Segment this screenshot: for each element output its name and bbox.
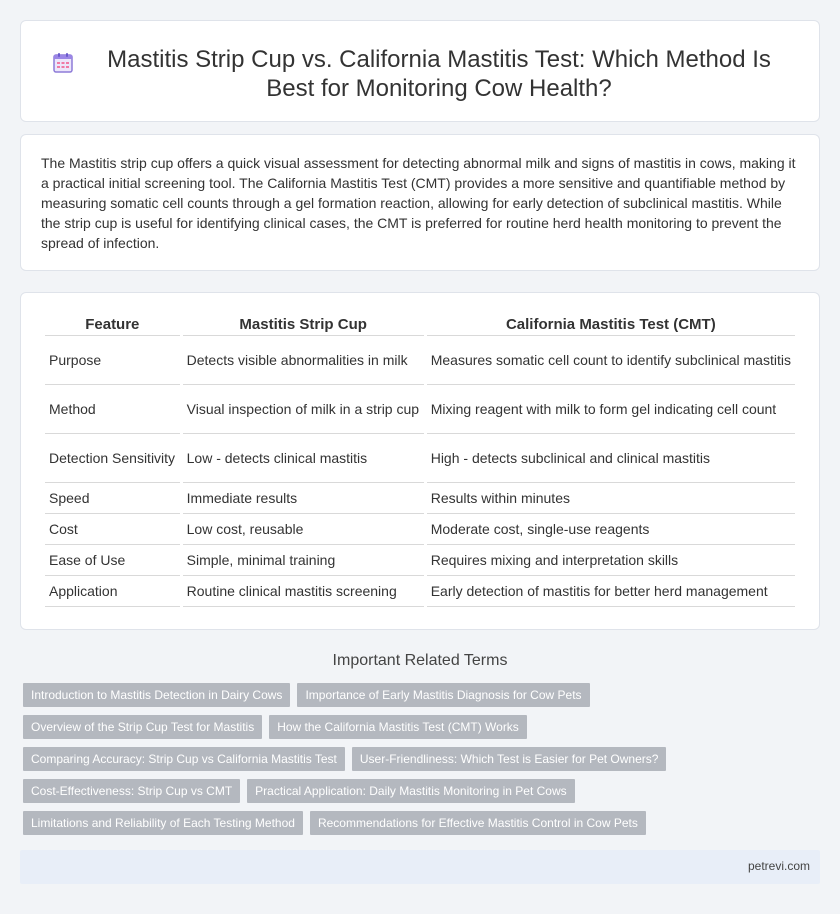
row-feature: Method [45, 385, 180, 434]
comparison-table-card [20, 292, 820, 630]
row-cmt: Early detection of mastitis for better herd management [427, 576, 795, 607]
related-term-tag[interactable]: Cost-Effectiveness: Strip Cup vs CMT [23, 779, 240, 803]
related-term-tag[interactable]: Limitations and Reliability of Each Testing Method [23, 811, 303, 835]
page-title: Mastitis Strip Cup vs. California Mastitis Test: Which Method Is Best for Monitoring Cow Health? [107, 46, 771, 102]
tag-row [23, 683, 823, 707]
row-feature: Application [45, 576, 180, 607]
row-strip-cup: Low cost, reusable [183, 514, 424, 545]
tag-row [23, 747, 823, 771]
table-row [45, 336, 795, 385]
summary-text: The Mastitis strip cup offers a quick visual assessment for detecting abnormal milk and signs of mastitis in cows, making it a practical initial screening tool. The California Mastitis Test (CMT) provides a more sensitive and quantifiable method by measuring somatic cell counts through a gel formation reaction, allowing for early detection of subclinical mastitis. While the strip cup is useful for identifying clinical cases, the CMT is preferred for routine herd health monitoring to prevent the spread of infection. [41, 155, 796, 251]
row-strip-cup: Visual inspection of milk in a strip cup [183, 385, 424, 434]
header-cmt: California Mastitis Test (CMT) [427, 313, 795, 336]
related-terms-heading: Important Related Terms [332, 652, 508, 669]
row-cmt: Mixing reagent with milk to form gel indicating cell count [427, 385, 795, 434]
tag-row [23, 715, 823, 739]
row-strip-cup: Low - detects clinical mastitis [183, 434, 424, 483]
footer [20, 850, 820, 884]
title-card [20, 20, 820, 122]
row-feature: Cost [45, 514, 180, 545]
row-cmt: Requires mixing and interpretation skills [427, 545, 795, 576]
related-term-tag[interactable]: How the California Mastitis Test (CMT) Works [269, 715, 527, 739]
row-cmt: Results within minutes [427, 483, 795, 514]
tag-row [23, 779, 823, 803]
table-row [45, 576, 795, 607]
table-row [45, 483, 795, 514]
row-strip-cup: Detects visible abnormalities in milk [183, 336, 424, 385]
related-term-tag[interactable]: Importance of Early Mastitis Diagnosis for Cow Pets [297, 683, 589, 707]
table-row [45, 514, 795, 545]
row-feature: Detection Sensitivity [45, 434, 180, 483]
row-strip-cup: Simple, minimal training [183, 545, 424, 576]
row-cmt: Moderate cost, single-use reagents [427, 514, 795, 545]
calendar-icon [51, 51, 75, 75]
comparison-table [42, 313, 798, 607]
table-row [45, 545, 795, 576]
table-row [45, 385, 795, 434]
related-term-tag[interactable]: Overview of the Strip Cup Test for Mastitis [23, 715, 262, 739]
related-term-tag[interactable]: Comparing Accuracy: Strip Cup vs California Mastitis Test [23, 747, 345, 771]
related-term-tag[interactable]: Recommendations for Effective Mastitis Control in Cow Pets [310, 811, 646, 835]
tag-row [23, 811, 823, 835]
row-cmt: Measures somatic cell count to identify subclinical mastitis [427, 336, 795, 385]
summary-card [20, 134, 820, 271]
row-strip-cup: Immediate results [183, 483, 424, 514]
row-feature: Speed [45, 483, 180, 514]
related-term-tag[interactable]: Practical Application: Daily Mastitis Monitoring in Pet Cows [247, 779, 574, 803]
row-feature: Ease of Use [45, 545, 180, 576]
footer-site-link[interactable]: petrevi.com [747, 859, 810, 873]
related-term-tag[interactable]: Introduction to Mastitis Detection in Dairy Cows [23, 683, 290, 707]
table-row [45, 434, 795, 483]
related-terms-tags [23, 683, 823, 843]
row-feature: Purpose [45, 336, 180, 385]
related-term-tag[interactable]: User-Friendliness: Which Test is Easier for Pet Owners? [352, 747, 667, 771]
table-header-row [45, 313, 795, 336]
header-feature: Feature [45, 313, 180, 336]
header-strip-cup: Mastitis Strip Cup [183, 313, 424, 336]
row-strip-cup: Routine clinical mastitis screening [183, 576, 424, 607]
row-cmt: High - detects subclinical and clinical mastitis [427, 434, 795, 483]
